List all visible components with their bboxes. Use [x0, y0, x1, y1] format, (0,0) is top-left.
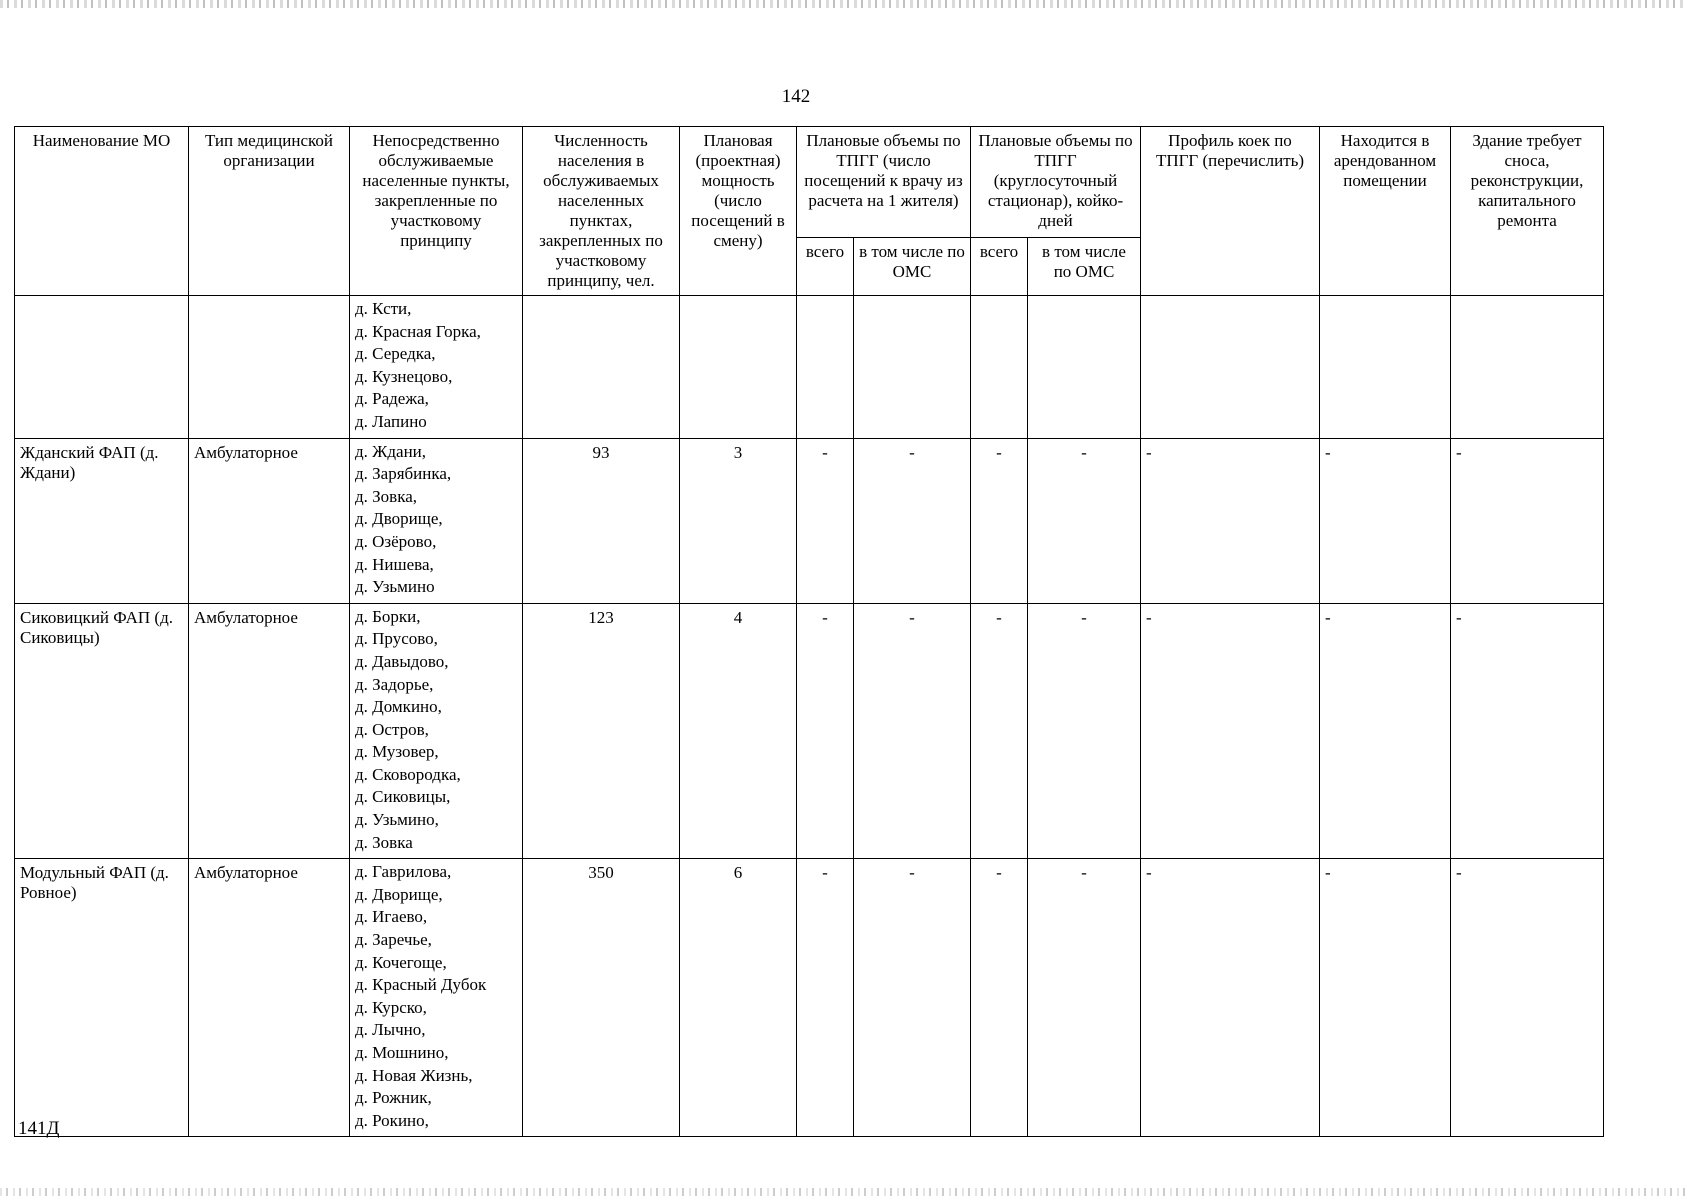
header-volumes-hospital: Плановые объемы по ТПГГ (круглосуточный стационар), койко-дней [971, 127, 1141, 238]
settlement-item: д. Курско, [355, 997, 427, 1017]
settlement-item: д. Рокино, [355, 1110, 429, 1130]
cell-hospital-oms: - [1028, 438, 1141, 603]
cell-beds-profile: - [1141, 438, 1320, 603]
cell-population: 123 [523, 603, 680, 859]
settlement-item: д. Лычно, [355, 1020, 426, 1040]
cell-visits-total: - [797, 603, 854, 859]
settlement-item: д. Борки, [355, 606, 421, 626]
header-needs-repair: Здание требует сноса, реконструкции, капитального ремонта [1451, 127, 1604, 296]
header-name: Наименование МО [15, 127, 189, 296]
cell-population: 93 [523, 438, 680, 603]
settlement-item: д. Ксти, [355, 299, 412, 318]
cell-beds-profile: - [1141, 603, 1320, 859]
settlement-item: д. Зовка [355, 832, 413, 852]
settlement-item: д. Новая Жизнь, [355, 1065, 473, 1085]
settlement-item: д. Давыдово, [355, 651, 449, 671]
cell-hospital-total: - [971, 859, 1028, 1137]
cell-beds-profile: - [1141, 859, 1320, 1137]
cell-type: Амбулаторное [189, 603, 350, 859]
cell-capacity: 3 [680, 438, 797, 603]
table-row [15, 296, 1604, 439]
cell-type: Амбулаторное [189, 859, 350, 1137]
cell-hospital-total [971, 296, 1028, 439]
cell-needs-repair: - [1451, 859, 1604, 1137]
page-code: 141Д [18, 1118, 60, 1139]
header-row [15, 127, 1604, 238]
cell-visits-total: - [797, 859, 854, 1137]
header-capacity: Плановая (проектная) мощность (число посещений в смену) [680, 127, 797, 296]
settlement-item: д. Лапино [355, 411, 427, 431]
settlement-item: д. Музовер, [355, 742, 439, 762]
settlement-item: д. Красная Горка, [355, 321, 481, 341]
cell-settlements [350, 438, 523, 603]
settlement-item: д. Узьмино [355, 577, 435, 597]
settlement-item: д. Дворище, [355, 509, 443, 529]
cell-rented: - [1320, 438, 1451, 603]
cell-beds-profile [1141, 296, 1320, 439]
settlement-item: д. Озёрово, [355, 531, 437, 551]
cell-type [189, 296, 350, 439]
subheader-hospital-oms: в том числе по ОМС [1028, 237, 1141, 295]
cell-rented [1320, 296, 1451, 439]
cell-name: Жданский ФАП (д. Ждани) [15, 438, 189, 603]
header-population: Численность населения в обслуживаемых населенных пунктах, закрепленных по участковому принципу, чел. [523, 127, 680, 296]
cell-settlements [350, 859, 523, 1137]
cell-capacity: 4 [680, 603, 797, 859]
cell-needs-repair [1451, 296, 1604, 439]
settlement-item: д. Зовка, [355, 486, 417, 506]
cell-rented: - [1320, 859, 1451, 1137]
header-beds-profile: Профиль коек по ТПГГ (перечислить) [1141, 127, 1320, 296]
settlement-item: д. Задорье, [355, 674, 434, 694]
cell-name [15, 296, 189, 439]
settlement-item: д. Прусово, [355, 629, 438, 649]
cell-population [523, 296, 680, 439]
cell-visits-oms: - [854, 603, 971, 859]
settlement-item: д. Заречье, [355, 930, 432, 950]
settlement-item: д. Сковородка, [355, 764, 461, 784]
scan-edge-top [0, 0, 1686, 8]
cell-hospital-oms: - [1028, 603, 1141, 859]
settlement-item: д. Игаево, [355, 907, 428, 927]
settlement-item: д. Кузнецово, [355, 366, 453, 386]
cell-population: 350 [523, 859, 680, 1137]
subheader-visits-oms: в том числе по ОМС [854, 237, 971, 295]
cell-hospital-oms [1028, 296, 1141, 439]
cell-visits-total: - [797, 438, 854, 603]
cell-hospital-total: - [971, 603, 1028, 859]
cell-name: Сиковицкий ФАП (д. Сиковицы) [15, 603, 189, 859]
settlement-item: д. Мошнино, [355, 1043, 449, 1062]
cell-settlements [350, 603, 523, 859]
settlement-item: д. Домкино, [355, 697, 442, 717]
cell-capacity: 6 [680, 859, 797, 1137]
settlement-item: д. Сиковицы, [355, 787, 451, 807]
settlement-item: д. Зарябинка, [355, 464, 452, 484]
settlement-item: д. Нишева, [355, 554, 434, 574]
settlement-item: д. Остров, [355, 719, 429, 739]
page-number: 142 [781, 86, 811, 107]
cell-needs-repair: - [1451, 603, 1604, 859]
cell-visits-total [797, 296, 854, 439]
table-row [15, 603, 1604, 859]
cell-capacity [680, 296, 797, 439]
cell-name: Модульный ФАП (д. Ровное) [15, 859, 189, 1137]
table-body [15, 296, 1604, 1137]
header-rented: Находится в арендованном помещении [1320, 127, 1451, 296]
cell-settlements [350, 296, 523, 439]
header-type: Тип медицинской организации [189, 127, 350, 296]
medical-organizations-table [14, 126, 1604, 1137]
settlement-item: д. Гаврилова, [355, 862, 452, 882]
cell-visits-oms: - [854, 859, 971, 1137]
cell-visits-oms: - [854, 438, 971, 603]
settlement-item: д. Красный Дубок [355, 975, 487, 995]
cell-rented: - [1320, 603, 1451, 859]
cell-visits-oms [854, 296, 971, 439]
settlement-item: д. Середка, [355, 344, 436, 364]
cell-needs-repair: - [1451, 438, 1604, 603]
cell-hospital-oms: - [1028, 859, 1141, 1137]
header-settlements: Непосредственно обслуживаемые населенные пункты, закрепленные по участковому принципу [350, 127, 523, 296]
subheader-visits-total: всего [797, 237, 854, 295]
table-row [15, 859, 1604, 1137]
cell-hospital-total: - [971, 438, 1028, 603]
table-row [15, 438, 1604, 603]
settlement-item: д. Кочегоще, [355, 952, 447, 972]
cell-type: Амбулаторное [189, 438, 350, 603]
settlement-item: д. Дворище, [355, 884, 443, 904]
settlement-item: д. Узьмино, [355, 810, 439, 830]
scan-edge-bottom [0, 1188, 1686, 1196]
subheader-hospital-total: всего [971, 237, 1028, 295]
settlement-item: д. Ждани, [355, 441, 427, 461]
settlement-item: д. Радежа, [355, 389, 429, 409]
header-volumes-visits: Плановые объемы по ТПГГ (число посещений к врачу из расчета на 1 жителя) [797, 127, 971, 238]
settlement-item: д. Рожник, [355, 1088, 432, 1108]
